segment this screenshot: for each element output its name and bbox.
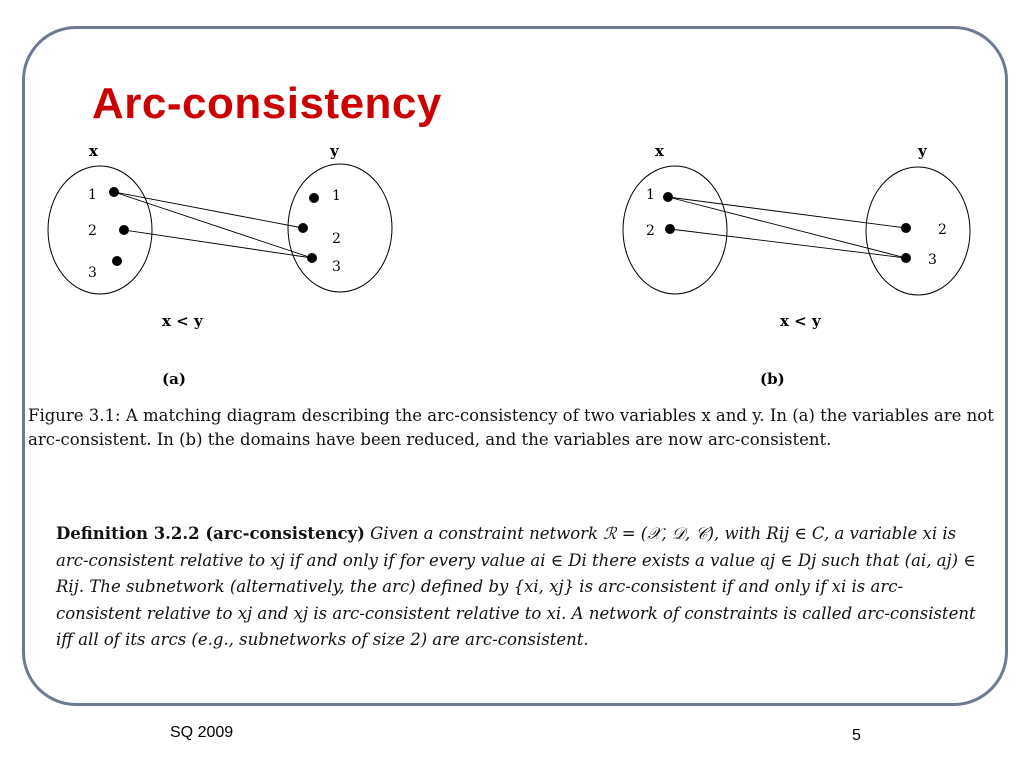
diagram-a-x-value-1: 1 [88, 187, 97, 203]
diagram-b-x-value-1: 1 [646, 187, 655, 203]
diagram-b-y-value-2: 2 [938, 222, 947, 238]
diagram-a-constraint: x < y [162, 312, 203, 330]
slide-title: Arc-consistency [92, 79, 442, 128]
diagram-b-sublabel: (b) [760, 370, 785, 388]
diagram-b-edge-2-3 [670, 229, 906, 258]
diagram-a-sublabel: (a) [162, 370, 186, 388]
definition-body: Given a constraint network ℛ = (𝒳, 𝒟, 𝒞), with Rij ∈ C, a variable xi is arc-consistent relative to xj if and only if for every value ai ∈ Di there exists a value aj ∈ Dj such that (ai, aj) ∈ Rij. The subnetwork (alternatively, the arc) defined by {xi, xj} is arc-consistent if and only if xi is arc-consistent relative to xj and xj is arc-consistent relative to xi. A network of constraints is called arc-consistent iff all of its arcs (e.g., subnetworks of size 2) are arc-consistent. [56, 524, 976, 649]
diagram-b [623, 142, 970, 388]
diagram-b-x-value-2: 2 [646, 223, 655, 239]
definition-heading: Definition 3.2.2 (arc-consistency) [56, 524, 365, 543]
page-number: 5 [852, 727, 861, 744]
diagram-a-y-value-1: 1 [332, 188, 341, 204]
diagram-b-y-domain-ellipse [866, 167, 970, 295]
figure-caption: Figure 3.1: A matching diagram describing the arc-consistency of two variables x and y. In (a) the variables are not arc-consistent. In (b) the domains have been reduced, and the variables are now arc-consistent. [28, 406, 994, 449]
diagram-a-edge-1-2 [114, 192, 303, 228]
footer-course-label: SQ 2009 [170, 724, 234, 741]
diagram-b-y-value-3: 3 [928, 252, 937, 268]
diagram-a-x-domain-ellipse [48, 166, 152, 294]
diagram-a-edge-2-3 [124, 230, 312, 258]
diagram-a-y-label: y [330, 142, 339, 160]
diagram-b-edge-1-2 [668, 197, 906, 228]
diagram-a-y-dot-1 [309, 193, 319, 203]
diagram-a [48, 142, 392, 388]
diagram-b-x-label: x [655, 142, 664, 160]
diagram-a-x-label: x [89, 142, 98, 160]
diagram-a-y-value-2: 2 [332, 231, 341, 247]
definition-block [56, 521, 976, 654]
diagram-a-y-value-3: 3 [332, 259, 341, 275]
diagram-b-constraint: x < y [780, 312, 821, 330]
diagram-a-x-dot-3 [112, 256, 122, 266]
diagram-a-x-value-2: 2 [88, 223, 97, 239]
diagram-a-edge-1-3 [114, 192, 312, 258]
diagram-b-y-label: y [918, 142, 927, 160]
diagram-a-x-value-3: 3 [88, 265, 97, 281]
